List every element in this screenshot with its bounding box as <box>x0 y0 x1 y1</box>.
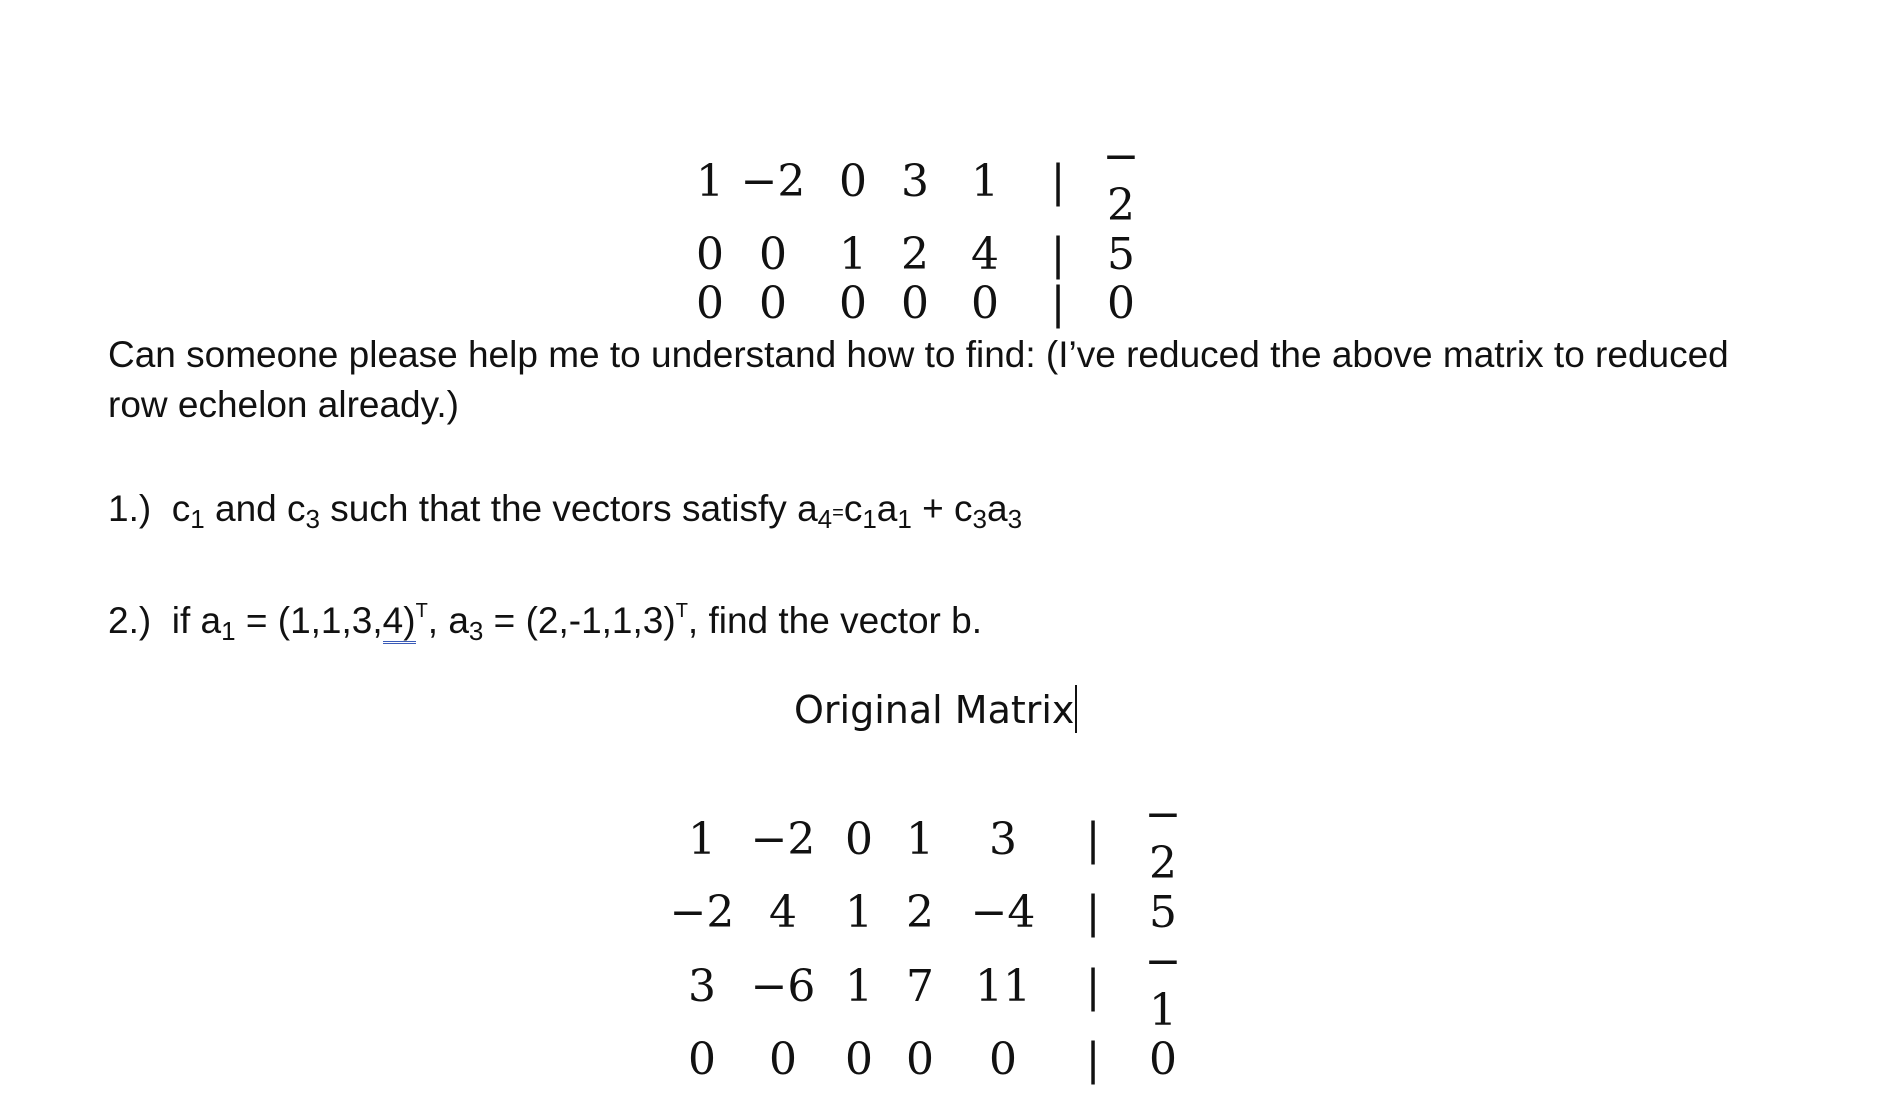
matrix-entry: 3 <box>989 813 1017 865</box>
matrix-entry: 5 <box>1149 887 1177 938</box>
matrix-entry: 5 <box>1107 229 1135 280</box>
matrix-entry: −2 <box>750 813 816 865</box>
matrix-entry: 0 <box>989 1034 1017 1085</box>
q2-comma: , <box>427 600 439 641</box>
matrix-entry: 7 <box>906 960 934 1012</box>
matrix-row <box>664 937 1198 1035</box>
q2-eq2: = <box>493 600 516 641</box>
matrix-row <box>664 790 1198 888</box>
augment-bar: | <box>1085 960 1101 1012</box>
matrix-entry: 1 <box>839 229 867 280</box>
original-matrix <box>664 790 1198 1084</box>
q1-rest: such that the vectors satisfy <box>330 488 787 529</box>
matrix-entry: 1 <box>971 155 999 207</box>
matrix-entry: 0 <box>696 229 724 280</box>
augment-bar: | <box>1085 887 1101 938</box>
matrix-entry: 0 <box>1107 278 1135 329</box>
matrix-row <box>664 888 1198 937</box>
matrix-entry: 4 <box>971 229 999 280</box>
matrix-entry: − 1 <box>1144 936 1182 1036</box>
matrix-entry: 1 <box>906 813 934 865</box>
matrix-row <box>690 132 1156 230</box>
q2-a3: $a_3$ <box>448 600 484 646</box>
matrix-entry: 2 <box>906 887 934 938</box>
question-intro-text: Can someone please help me to understand how to find: (I’ve reduced the above matrix to reduced row echelon already.) <box>108 334 1729 425</box>
spellcheck-underline: 4) <box>383 600 416 644</box>
matrix-entry: 0 <box>901 278 929 329</box>
matrix-entry: 3 <box>901 155 929 207</box>
matrix-entry: 1 <box>845 960 873 1012</box>
rref-matrix-table <box>690 132 1156 328</box>
q1-and: and <box>215 488 277 529</box>
matrix-entry: 0 <box>688 1034 716 1085</box>
matrix-entry: 0 <box>1149 1034 1177 1085</box>
matrix-entry: 0 <box>769 1034 797 1085</box>
q1-c1: $c_1$ <box>171 488 205 534</box>
matrix-entry: 1 <box>845 887 873 938</box>
matrix-entry: 0 <box>845 1034 873 1085</box>
q2-eq1: = <box>245 600 268 641</box>
q2-a1: $a_1$ <box>200 600 236 646</box>
matrix-entry: −2 <box>669 887 735 938</box>
matrix-entry: 0 <box>759 229 787 280</box>
matrix-entry: 2 <box>901 229 929 280</box>
question-1 <box>108 484 1022 544</box>
original-matrix-caption[interactable] <box>794 685 1077 733</box>
matrix-entry: 0 <box>971 278 999 329</box>
matrix-entry: − 2 <box>1144 789 1182 889</box>
matrix-entry: 3 <box>688 960 716 1012</box>
matrix-entry: 4 <box>769 887 797 938</box>
matrix-entry: 0 <box>845 813 873 865</box>
q2-if: if <box>171 600 191 641</box>
matrix-row <box>664 1035 1198 1084</box>
augment-bar: | <box>1050 155 1066 207</box>
q1-number: 1.) <box>108 488 152 529</box>
augment-bar: | <box>1050 278 1066 329</box>
matrix-entry: 0 <box>839 278 867 329</box>
q2-end: , find the vector b. <box>687 600 983 641</box>
matrix-entry: 0 <box>839 155 867 207</box>
rref-matrix-body <box>690 132 1156 328</box>
matrix-entry: 0 <box>906 1034 934 1085</box>
matrix-entry: −2 <box>740 155 806 207</box>
q2-vector-a3: $(2,-1,1,3)^T$ <box>525 600 688 641</box>
matrix-entry: −6 <box>750 960 816 1012</box>
matrix-entry: 11 <box>975 960 1031 1012</box>
question-intro <box>108 330 1788 430</box>
original-matrix-body <box>664 790 1198 1084</box>
q1-c3: $c_3$ <box>287 488 320 534</box>
augment-bar: | <box>1085 813 1101 865</box>
q2-number: 2.) <box>108 600 152 641</box>
matrix-entry: 0 <box>696 278 724 329</box>
augment-bar: | <box>1085 1034 1101 1085</box>
q2-vector-a1: $(1,1,3,4)^T$ <box>278 600 428 641</box>
original-matrix-table <box>664 790 1198 1084</box>
caption-text: Original Matrix <box>794 688 1075 732</box>
rref-matrix <box>690 132 1156 328</box>
matrix-entry: −4 <box>970 887 1036 938</box>
matrix-entry: 0 <box>759 278 787 329</box>
augment-bar: | <box>1050 229 1066 280</box>
q1-equation: $a_4=c_1a_1 + c_3a_3$ <box>797 488 1023 534</box>
matrix-row <box>690 230 1156 279</box>
matrix-entry: 1 <box>688 813 716 865</box>
text-cursor <box>1075 685 1077 733</box>
matrix-row <box>690 279 1156 328</box>
question-2 <box>108 586 982 656</box>
matrix-entry: − 2 <box>1102 131 1140 231</box>
matrix-entry: 1 <box>696 155 724 207</box>
